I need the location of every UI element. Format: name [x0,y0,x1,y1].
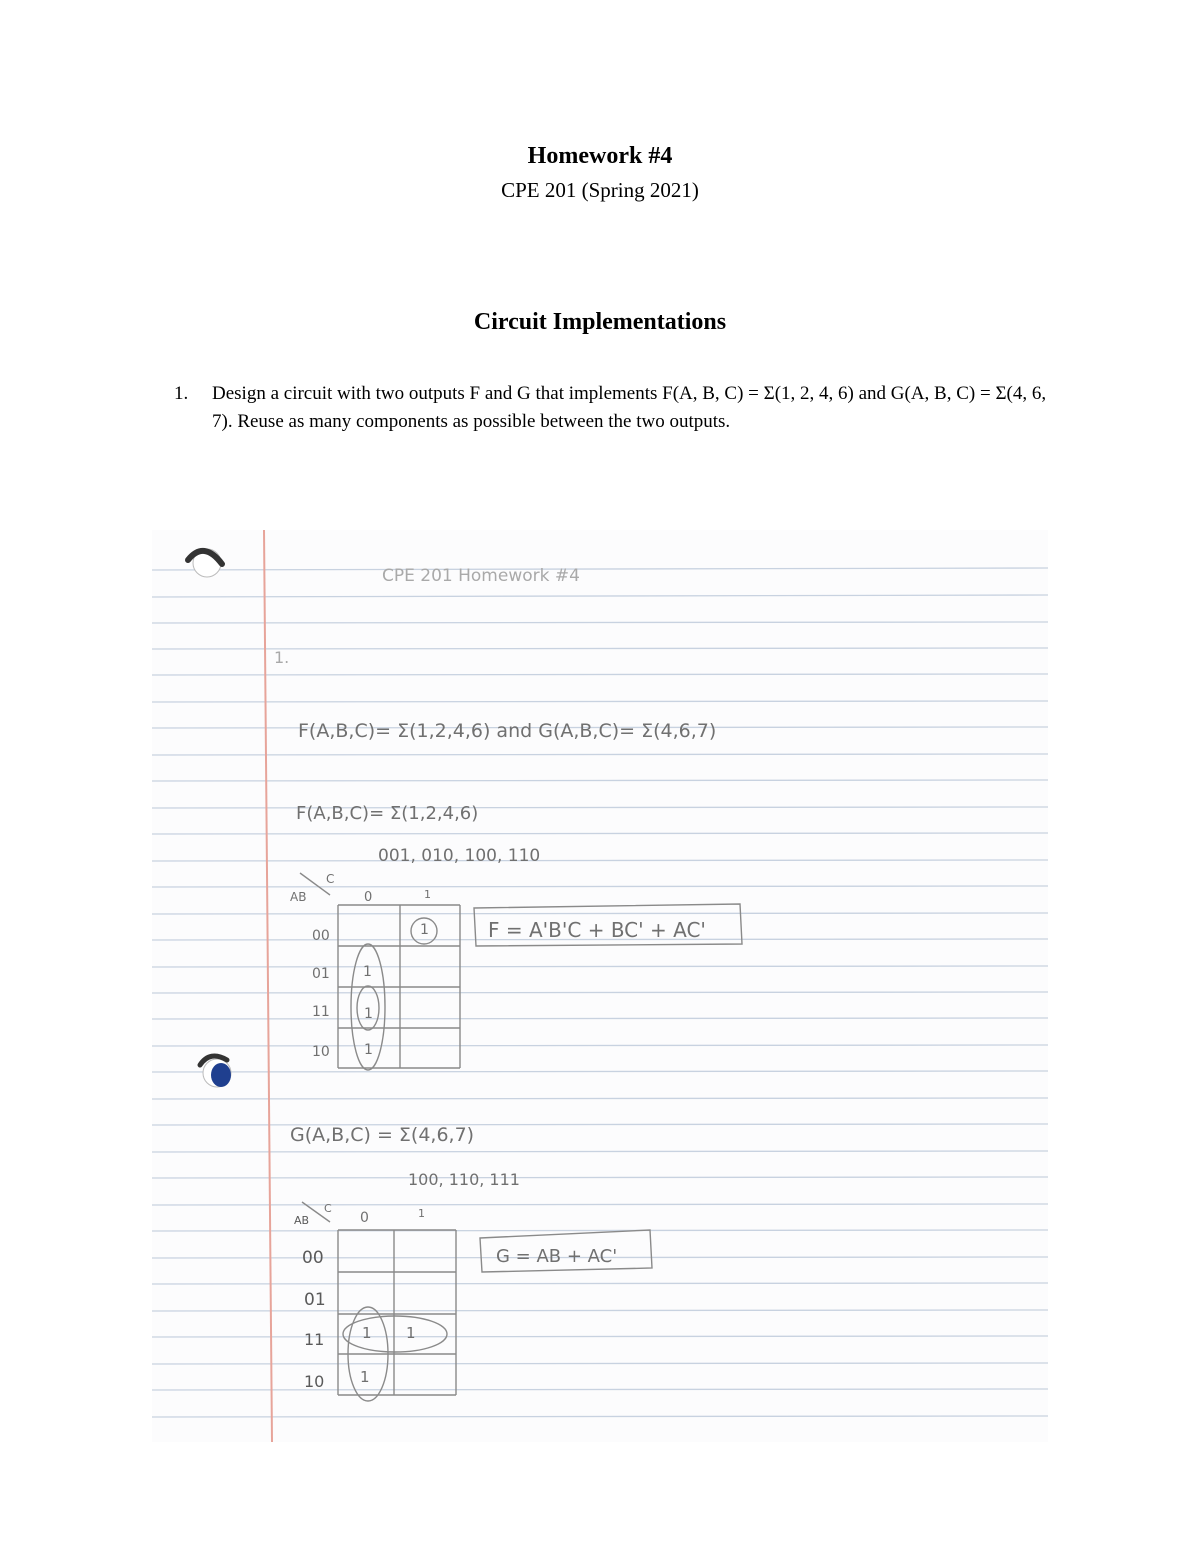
notebook-header: CPE 201 Homework #4 [382,566,580,586]
f-kmap-row-label: 11 [312,1004,330,1020]
g-kmap-col-label: 0 [360,1210,369,1226]
document-subtitle: CPE 201 (Spring 2021) [501,178,699,202]
g-kmap-cell: 1 [362,1324,372,1342]
f-kmap-col-var: C [326,872,335,886]
problem-number: 1. [174,383,189,404]
f-kmap-cell: 1 [363,964,372,980]
f-kmap-row-label: 00 [312,928,330,944]
f-result-expression: F = A'B'C + BC' + AC' [488,918,706,942]
g-kmap-col-var: C [324,1202,332,1215]
f-kmap-row-label: 10 [312,1044,330,1060]
f-kmap-col-label: 0 [364,890,373,905]
f-kmap-row-label: 01 [312,966,330,982]
f-minterms-binary: 001, 010, 100, 110 [378,846,541,866]
f-kmap-cell: 1 [364,1042,373,1058]
f-function: F(A,B,C)= Σ(1,2,4,6) [296,803,479,824]
g-kmap-row-label: 01 [304,1290,326,1310]
problem-1 [174,380,1064,436]
g-function: G(A,B,C) = Σ(4,6,7) [290,1124,475,1146]
g-kmap-col-label: 1 [418,1207,425,1220]
problem-statement-handwritten: F(A,B,C)= Σ(1,2,4,6) and G(A,B,C)= Σ(4,6,7) [298,720,717,742]
g-minterms-binary: 100, 110, 111 [408,1170,520,1189]
scanned-notebook-page [152,530,1048,1442]
g-result-expression: G = AB + AC' [496,1246,618,1267]
g-kmap-row-label: 11 [304,1330,325,1349]
g-kmap-row-label: 00 [302,1248,324,1268]
section-heading: Circuit Implementations [473,309,727,335]
g-kmap-cell: 1 [360,1368,370,1386]
notebook-problem-number: 1. [274,648,290,667]
f-kmap-col-label: 1 [424,888,431,901]
binder-hole-bottom [200,1056,231,1087]
g-kmap-row-var: AB [294,1214,310,1227]
binder-hole-top [188,549,222,577]
problem-text: Design a circuit with two outputs F and G that implements F(A, B, C) = Σ(1, 2, 4, 6) and G(A, B, C) = Σ(4, 6, 7). Reuse as many components as possible between the two outputs. [212,383,1047,432]
g-kmap-grid [302,1202,652,1401]
f-kmap-row-var: AB [290,890,307,904]
f-kmap-cell: 1 [420,922,429,938]
document-title: Homework #4 [527,143,673,169]
f-kmap-cell: 1 [364,1006,373,1022]
g-kmap-cell: 1 [406,1324,416,1342]
g-kmap-row-label: 10 [304,1372,325,1391]
